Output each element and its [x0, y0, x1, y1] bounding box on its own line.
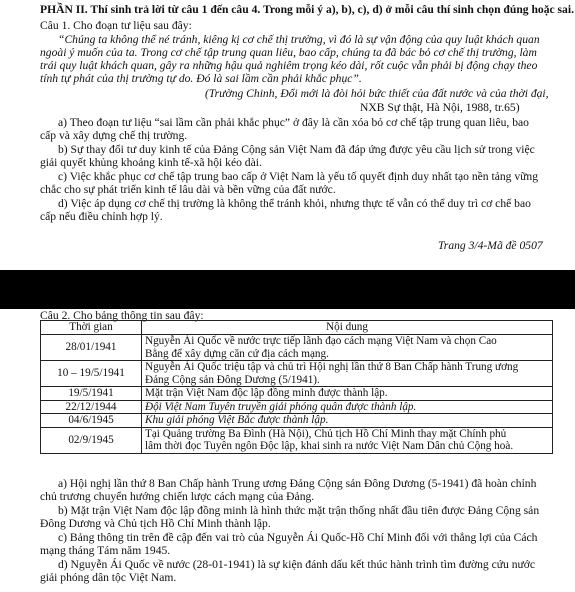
q1-option-b-cont: giải quyết khủng khoảng kinh tế-xã hội kéo dài.	[40, 156, 262, 169]
table-row	[41, 387, 553, 401]
q2-option-d-cont: giải phóng dân tộc Việt Nam.	[40, 571, 177, 584]
part-ii-header: PHẦN II. Thí sinh trả lời từ câu 1 đến câu 4. Trong mỗi ý a), b), c), d) ở mỗi câu thí sinh chọn đúng hoặc sai.	[40, 3, 574, 16]
quote-line: tính tự phát của thị trường tự do. Đó là sai lầm cần phải khắc phục”.	[40, 72, 362, 85]
quote-line: trái quy luật khách quan, gây ra những hậu quả nghiêm trọng kéo dài, rốt cuộc vẫn phải bị động chạy theo	[40, 59, 538, 72]
q2-option-d: d) Nguyễn Ái Quốc về nước (28-01-1941) là sự kiện đánh dấu kết thúc hành trình tìm đường cứu nước	[58, 558, 536, 571]
q1-option-a: a) Theo đoạn tư liệu “sai lầm cần phải khắc phục” ở đây là cần xóa bỏ cơ chế tập trung quan liêu, bao	[58, 116, 529, 129]
table-header-time: Thời gian	[41, 321, 142, 335]
table-cell-line: Đảng Cộng sản Đông Dương (5/1941).	[145, 373, 320, 386]
table-cell-time: 02/9/1945	[41, 427, 142, 453]
quote-line: ngoài ý muốn của ta. Trong cơ chế tập trung quan liêu, bao cấp, chúng ta đã bác bỏ cơ chế thị trường, làm	[40, 46, 537, 59]
page-4-upper-section	[0, 309, 575, 592]
q1-option-b: b) Sự thay đổi tư duy kinh tế của Đảng Cộng sản Việt Nam đã đáp ứng được yêu cầu lịch sử trong việc	[58, 143, 535, 156]
q1-option-d-cont: cấp nếu điều chỉnh hợp lý.	[40, 210, 163, 223]
table-header-content: Nội dung	[142, 321, 553, 335]
table-cell-content	[142, 427, 553, 453]
table-row	[41, 400, 553, 414]
q2-option-a-cont: chủ trương chuyển hướng chiến lược cách mạng của Đảng.	[40, 490, 315, 503]
table-cell-line: Tại Quảng trường Ba Đình (Hà Nội), Chủ tịch Hồ Chí Minh thay mặt Chính phủ	[145, 427, 507, 440]
table-cell-line: Nguyễn Ái Quốc về nước trực tiếp lãnh đạo cách mạng Việt Nam và chọn Cao	[145, 335, 497, 347]
page-footer: Trang 3/4-Mã đề 0507	[438, 239, 543, 252]
quote-line: “Chúng ta không thể né tránh, kiêng kị cơ chế thị trường, vì đó là sự vận động của quy luật khách quan	[58, 33, 540, 46]
q2-option-b: b) Mặt trận Việt Nam độc lập đồng minh là hình thức mặt trận thống nhất đầu tiên được Đảng Cộng sản	[58, 504, 540, 517]
q2-option-c: c) Bảng thông tin trên đề cập đến vai trò của Nguyễn Ái Quốc-Hồ Chí Minh đối với thắng lợi của Cách	[58, 531, 538, 544]
info-table	[40, 320, 553, 454]
q2-option-c-cont: mạng tháng Tám năm 1945.	[40, 544, 171, 557]
page-break-gap	[0, 270, 575, 309]
table-cell-line: lâm thời đọc Tuyên ngôn Độc lập, khai sinh ra nước Việt Nam Dân chủ Cộng hoà.	[145, 440, 514, 452]
q2-option-a: a) Hội nghị lần thứ 8 Ban Chấp hành Trung ương Đảng Cộng sản Đông Dương (5-1941) đã hoàn chỉnh	[58, 477, 537, 490]
table-row	[41, 335, 553, 361]
table-cell-time: 10 – 19/5/1941	[41, 361, 142, 387]
q1-option-c: c) Việc khắc phục cơ chế tập trung bao cấp ở Việt Nam là yếu tố quyết định duy nhất tạo nền tảng vững	[58, 170, 539, 183]
table-cell-time: 04/6/1945	[41, 414, 142, 428]
table-header-row	[41, 321, 553, 335]
table-cell-line: Nguyễn Ái Quốc triệu tập và chủ trì Hội nghị lần thứ 8 Ban Chấp hành Trung ương	[145, 361, 519, 373]
q1-option-a-cont: cấp và xây dựng chế thị trường.	[40, 129, 188, 142]
table-cell-content	[142, 335, 553, 361]
source-citation-line2: NXB Sự thật, Hà Nội, 1988, tr.65)	[360, 101, 520, 114]
q1-option-c-cont: chắc cho sự phát triển kinh tế lâu dài và bền vững của đất nước.	[40, 183, 336, 196]
table-row	[41, 427, 553, 453]
question-2-title: Câu 2. Cho bảng thông tin sau đây:	[40, 309, 204, 322]
q2-option-b-cont: Đông Dương và Chủ tịch Hồ Chí Minh thành lập.	[40, 517, 271, 530]
table-cell-content: Khu giải phóng Việt Bắc được thành lập.	[142, 414, 553, 428]
table-cell-content: Đội Việt Nam Tuyên truyền giải phóng quân được thành lập.	[142, 400, 553, 414]
table-cell-line: Bằng để xây dựng căn cứ địa cách mạng.	[145, 347, 329, 360]
table-cell-content	[142, 361, 553, 387]
question-1-title: Câu 1. Cho đoạn tư liệu sau đây:	[40, 19, 192, 32]
table-cell-time: 22/12/1944	[41, 400, 142, 414]
table-cell-content: Mặt trận Việt Nam độc lập đồng minh được thành lập.	[142, 387, 553, 401]
table-cell-time: 19/5/1941	[41, 387, 142, 401]
page-3-lower-section	[0, 0, 575, 270]
q1-option-d: d) Việc áp dụng cơ chế thị trường là không thể tránh khỏi, nhưng thực tế vẫn có thể duy trì cơ chế bao	[58, 197, 531, 210]
source-citation-line1: (Trường Chinh, Đổi mới là đòi hỏi bức thiết của đất nước và của thời đại,	[205, 87, 549, 100]
table-row	[41, 361, 553, 387]
table-cell-time: 28/01/1941	[41, 335, 142, 361]
table-row	[41, 414, 553, 428]
